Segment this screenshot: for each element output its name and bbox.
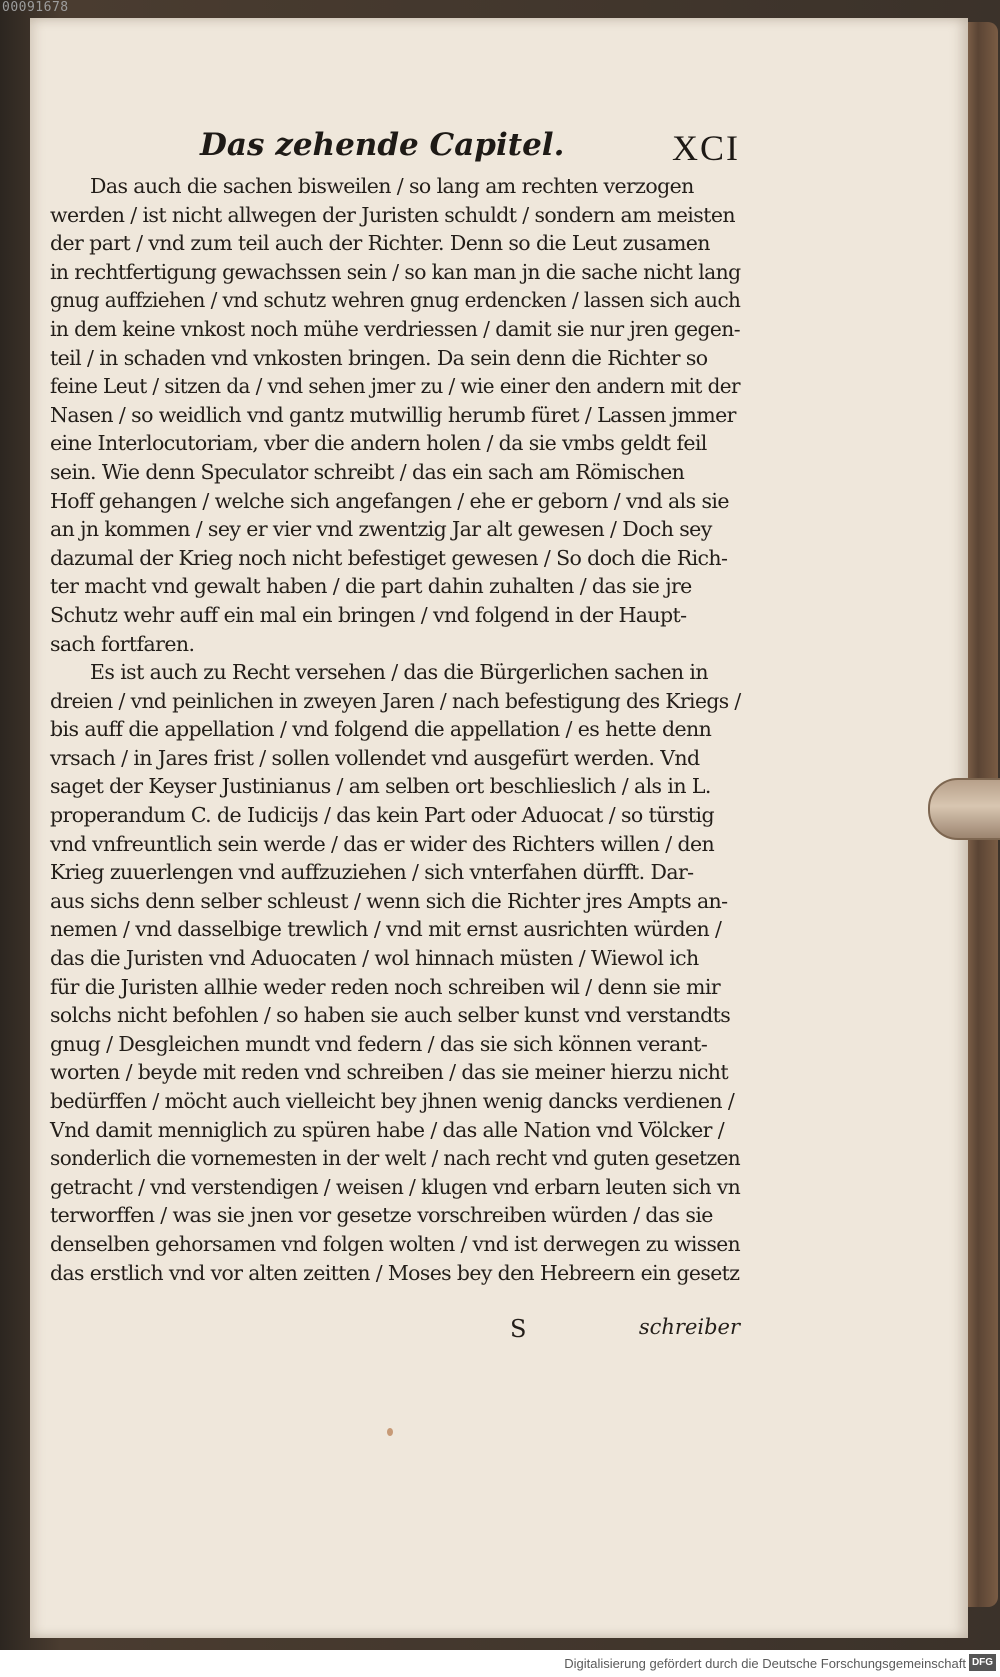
- text-line: Vnd damit menniglich zu spüren habe / das alle Nation vnd Völcker /: [50, 1117, 725, 1142]
- page-footer-line: [50, 1315, 740, 1347]
- text-line: nemen / vnd dasselbige trewlich / vnd mit ernst ausrichten würden /: [50, 917, 722, 942]
- ink-spot: [387, 1428, 393, 1436]
- signature-mark: S: [510, 1315, 527, 1343]
- catchword: schreiber: [638, 1315, 740, 1339]
- text-line: bedürffen / möcht auch vielleicht bey jhnen wenig dancks verdienen /: [50, 1089, 735, 1113]
- chapter-title: Das zehende Capitel.: [200, 127, 565, 163]
- text-line: teil / in schaden vnd vnkosten bringen. Da sein denn die Richter so: [50, 345, 708, 370]
- page-clasp: [928, 778, 1000, 840]
- text-line: sach fortfaren.: [50, 631, 195, 656]
- text-line: das die Juristen vnd Aduocaten / wol hinnach müsten / Wiewol ich: [50, 946, 699, 971]
- dfg-logo: DFG: [969, 1654, 996, 1671]
- text-line: gnug / Desgleichen mundt vnd federn / das sie sich können verant-: [50, 1031, 708, 1056]
- text-line: für die Juristen allhie weder reden noch schreiben wil / denn sie mir: [50, 974, 721, 999]
- running-header: [200, 127, 740, 177]
- text-line: Das auch die sachen bisweilen / so lang am rechten verzogen: [90, 174, 694, 198]
- text-line: an jn kommen / sey er vier vnd zwentzig Jar alt gewesen / Doch sey: [50, 517, 712, 542]
- text-line: dazumal der Krieg noch nicht befestiget gewesen / So doch die Rich-: [50, 545, 728, 570]
- text-line: worten / beyde mit reden vnd schreiben / das sie meiner hierzu nicht: [50, 1060, 728, 1085]
- text-line: denselben gehorsamen vnd folgen wolten / vnd ist derwegen zu wissen: [50, 1231, 741, 1256]
- text-line: bis auff die appellation / vnd folgend die appellation / es hette denn: [50, 717, 712, 742]
- text-line: Hoff gehangen / welche sich angefangen / ehe er geborn / vnd als sie: [50, 488, 729, 513]
- text-line: aus sichs denn selber schleust / wenn sich die Richter jres Ampts an-: [50, 888, 728, 913]
- text-line: in dem keine vnkost noch mühe verdriessen / damit sie nur jren gegen-: [50, 316, 740, 341]
- text-line: sein. Wie denn Speculator schreibt / das ein sach am Römischen: [50, 459, 685, 484]
- text-line: vnd vnfreuntlich sein werde / das er wider des Richters willen / den: [50, 831, 715, 856]
- text-line: eine Interlocutoriam, vber die andern holen / da sie vmbs geldt feil: [50, 431, 707, 456]
- text-line: vrsach / in Jares frist / sollen vollendet vnd ausgefürt werden. Vnd: [50, 745, 700, 770]
- text-line: dreien / vnd peinlichen in zweyen Jaren / nach befestigung des Kriegs /: [50, 688, 741, 713]
- shelfmark: 00091678: [2, 0, 69, 15]
- text-line: sonderlich die vornemesten in der welt / nach recht vnd guten gesetzen: [50, 1146, 741, 1171]
- text-line: das erstlich vnd vor alten zeitten / Moses bey den Hebreern ein gesetz: [50, 1260, 740, 1285]
- text-line: Nasen / so weidlich vnd gantz mutwillig herumb füret / Lassen jmmer: [50, 402, 736, 427]
- text-line: solchs nicht befohlen / so haben sie auch selber kunst vnd verstandts: [50, 1003, 731, 1028]
- text-line: ter macht vnd gewalt haben / die part dahin zuhalten / das sie jre: [50, 574, 692, 599]
- text-line: Es ist auch zu Recht versehen / das die Bürgerlichen sachen in: [90, 660, 708, 685]
- text-line: der part / vnd zum teil auch der Richter. Denn so die Leut zusamen: [50, 231, 710, 256]
- body-text: [50, 172, 740, 1287]
- text-line: getracht / vnd verstendigen / weisen / klugen vnd erbarn leuten sich vn: [50, 1174, 741, 1199]
- text-line: werden / ist nicht allwegen der Juristen schuldt / sondern am meisten: [50, 202, 735, 227]
- digitization-footer: [0, 1650, 1000, 1677]
- funding-credit: Digitalisierung gefördert durch die Deutsche Forschungsgemeinschaft: [564, 1656, 966, 1671]
- text-line: Krieg zuuerlengen vnd auffzuziehen / sich vnterfahen dürfft. Dar-: [50, 860, 694, 885]
- text-line: terworffen / was sie jnen vor gesetze vorschreiben würden / das sie: [50, 1203, 713, 1228]
- text-line: Schutz wehr auff ein mal ein bringen / vnd folgend in der Haupt-: [50, 602, 687, 627]
- folio-number: XCI: [672, 128, 740, 168]
- text-line: properandum C. de Iudicijs / das kein Part oder Aduocat / so türstig: [50, 803, 714, 828]
- text-line: gnug auffziehen / vnd schutz wehren gnug erdencken / lassen sich auch: [50, 288, 741, 313]
- text-line: feine Leut / sitzen da / vnd sehen jmer zu / wie einer den andern mit der: [50, 374, 740, 399]
- text-line: saget der Keyser Justinianus / am selben ort beschlieslich / als in L.: [50, 774, 711, 799]
- text-line: in rechtfertigung gewachssen sein / so kan man jn die sache nicht lang: [50, 259, 741, 284]
